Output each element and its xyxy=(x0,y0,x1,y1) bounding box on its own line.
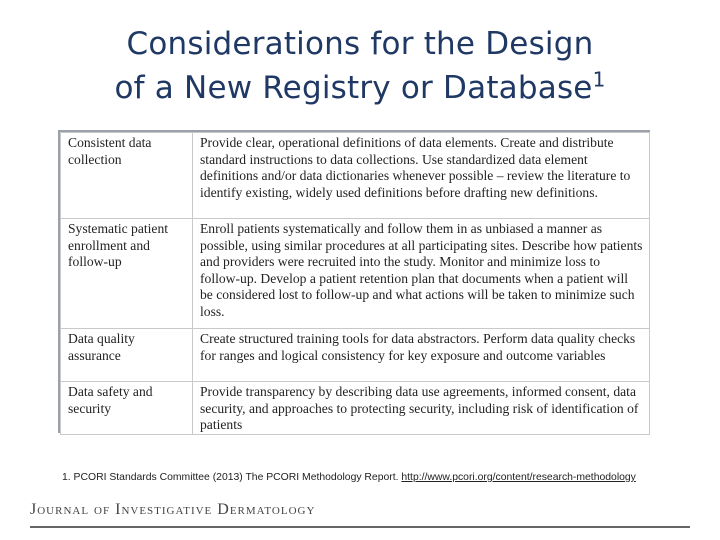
table-row xyxy=(61,133,650,219)
title-line-2 xyxy=(60,66,660,110)
table-row xyxy=(61,219,650,329)
slide-title xyxy=(60,22,660,110)
citation-link[interactable]: http://www.pcori.org/content/research-methodology xyxy=(401,472,636,483)
journal-logo: Journal of Investigative Dermatology xyxy=(30,501,316,518)
row-label: Data safety and security xyxy=(61,382,193,435)
table-row xyxy=(61,329,650,382)
row-text: Create structured training tools for data abstractors. Perform data quality checks for ranges and logical consistency for key exposure and outcome variables xyxy=(193,329,650,382)
row-label: Data quality assurance xyxy=(61,329,193,382)
row-text: Provide transparency by describing data use agreements, informed consent, data security, and approaches to protecting security, including risk of identification of patients xyxy=(193,382,650,435)
row-text: Enroll patients systematically and follow them in as unbiased a manner as possible, using similar procedures at all participating sites. Describe how patients and providers were recruited into the study. Monitor and minimize loss to follow-up. Develop a patient retention plan that documents when a patient will be considered lost to follow-up and what actions will be taken to minimize such loss. xyxy=(193,219,650,329)
row-text: Provide clear, operational definitions of data elements. Create and distribute standard instructions to data collections. Use standardized data element definitions and/or data dictionaries whenever possible – review the literature to identify existing, widely used definitions before drafting new definitions. xyxy=(193,133,650,219)
title-line-1: Considerations for the Design xyxy=(126,26,594,62)
citation xyxy=(62,472,702,483)
row-label: Consistent data collection xyxy=(61,133,193,219)
considerations-table xyxy=(60,132,650,435)
considerations-table-frame xyxy=(58,130,650,433)
title-footnote-marker: 1 xyxy=(592,67,606,92)
table-row xyxy=(61,382,650,435)
citation-text: 1. PCORI Standards Committee (2013) The PCORI Methodology Report. xyxy=(62,472,402,483)
title-line-2-text: of a New Registry or Database xyxy=(114,70,593,106)
row-label: Systematic patient enrollment and follow-up xyxy=(61,219,193,329)
footer-divider xyxy=(30,526,690,528)
